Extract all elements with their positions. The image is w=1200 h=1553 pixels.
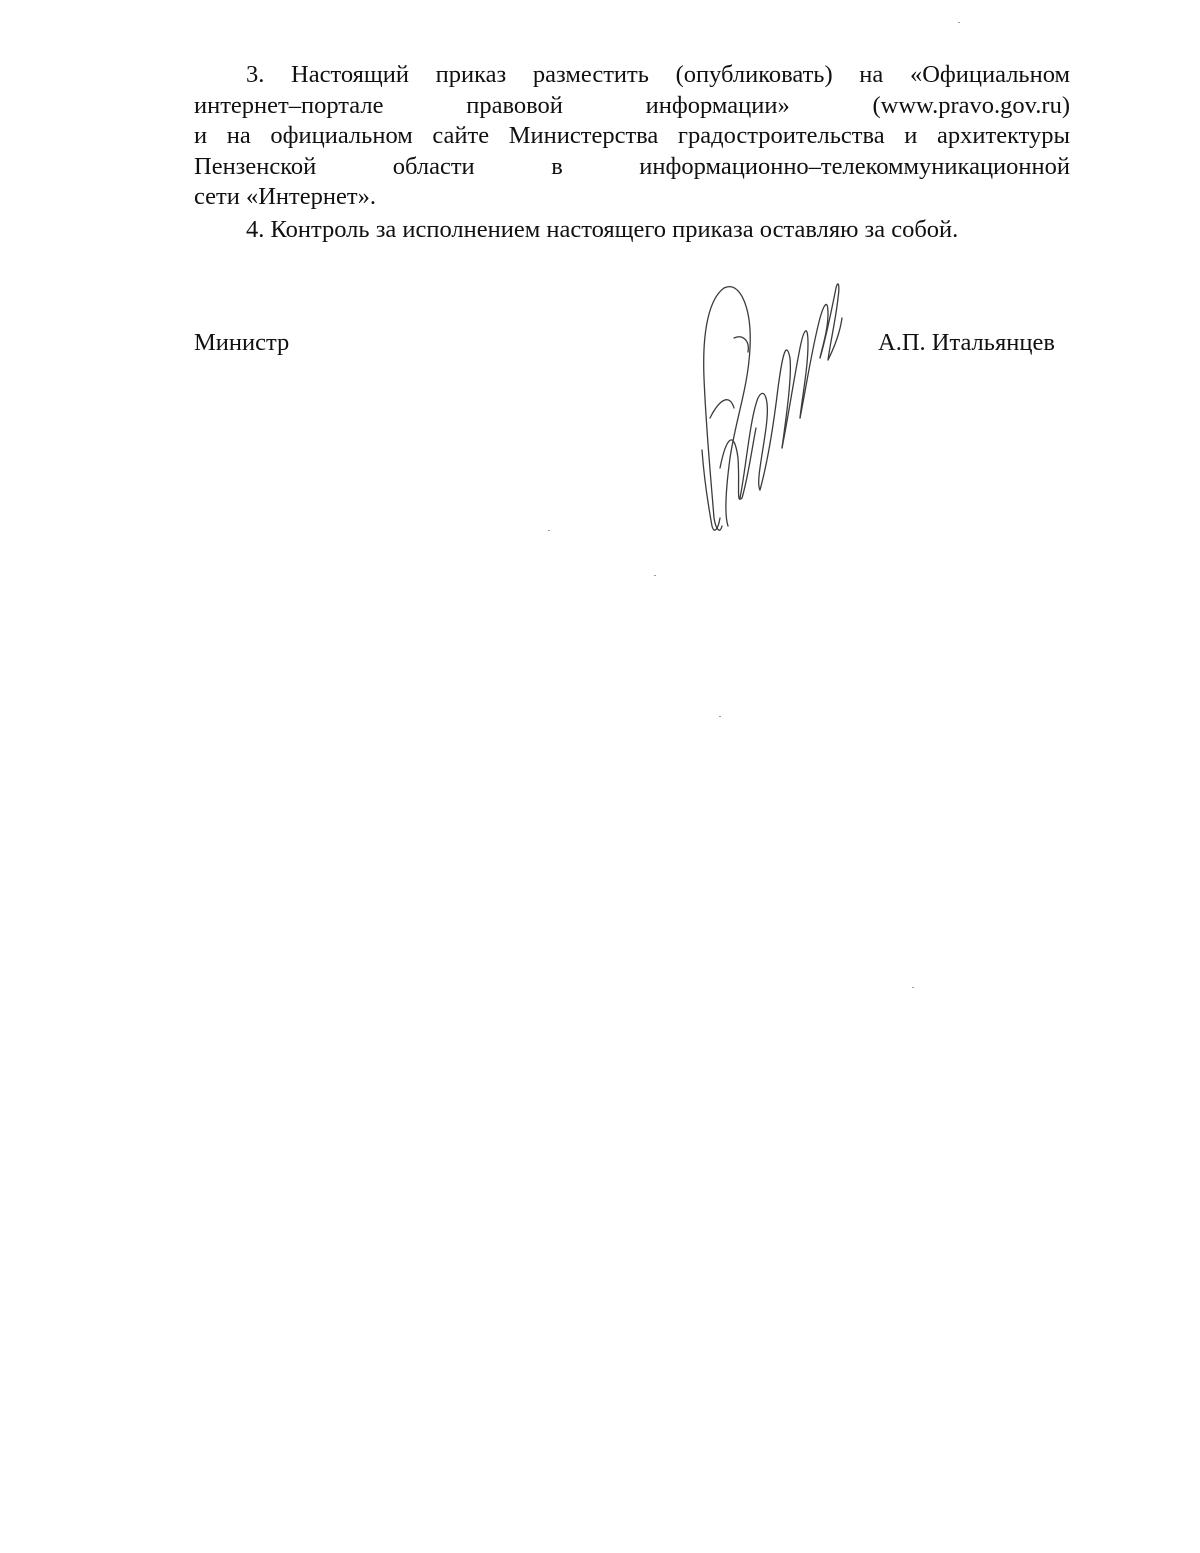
paragraph-3-line-2: интернет–портале правовой информации» (www.pravo.gov.ru) xyxy=(194,91,1070,119)
paragraph-3-line-1: 3. Настоящий приказ разместить (опубликовать) на «Официальном xyxy=(246,61,1070,88)
signatory-position: Министр xyxy=(194,329,290,356)
scan-speck xyxy=(719,716,721,717)
paragraph-4: 4. Контроль за исполнением настоящего приказа оставляю за собой. xyxy=(246,215,959,243)
handwritten-signature xyxy=(690,268,850,540)
scan-speck xyxy=(548,530,550,531)
document-body xyxy=(194,60,1070,245)
scan-speck xyxy=(912,987,914,988)
paragraph-3-line-5: сети «Интернет». xyxy=(194,183,376,210)
signatory-name: А.П. Итальянцев xyxy=(878,329,1055,356)
scan-speck xyxy=(958,22,960,23)
paragraph-3-line-3: и на официальном сайте Министерства градостроительства и архитектуры xyxy=(194,122,1070,149)
paragraph-3-line-4: Пензенской области в информационно–телекоммуникационной xyxy=(194,152,1070,180)
paragraph-3 xyxy=(194,60,1070,213)
scan-speck xyxy=(654,575,656,576)
